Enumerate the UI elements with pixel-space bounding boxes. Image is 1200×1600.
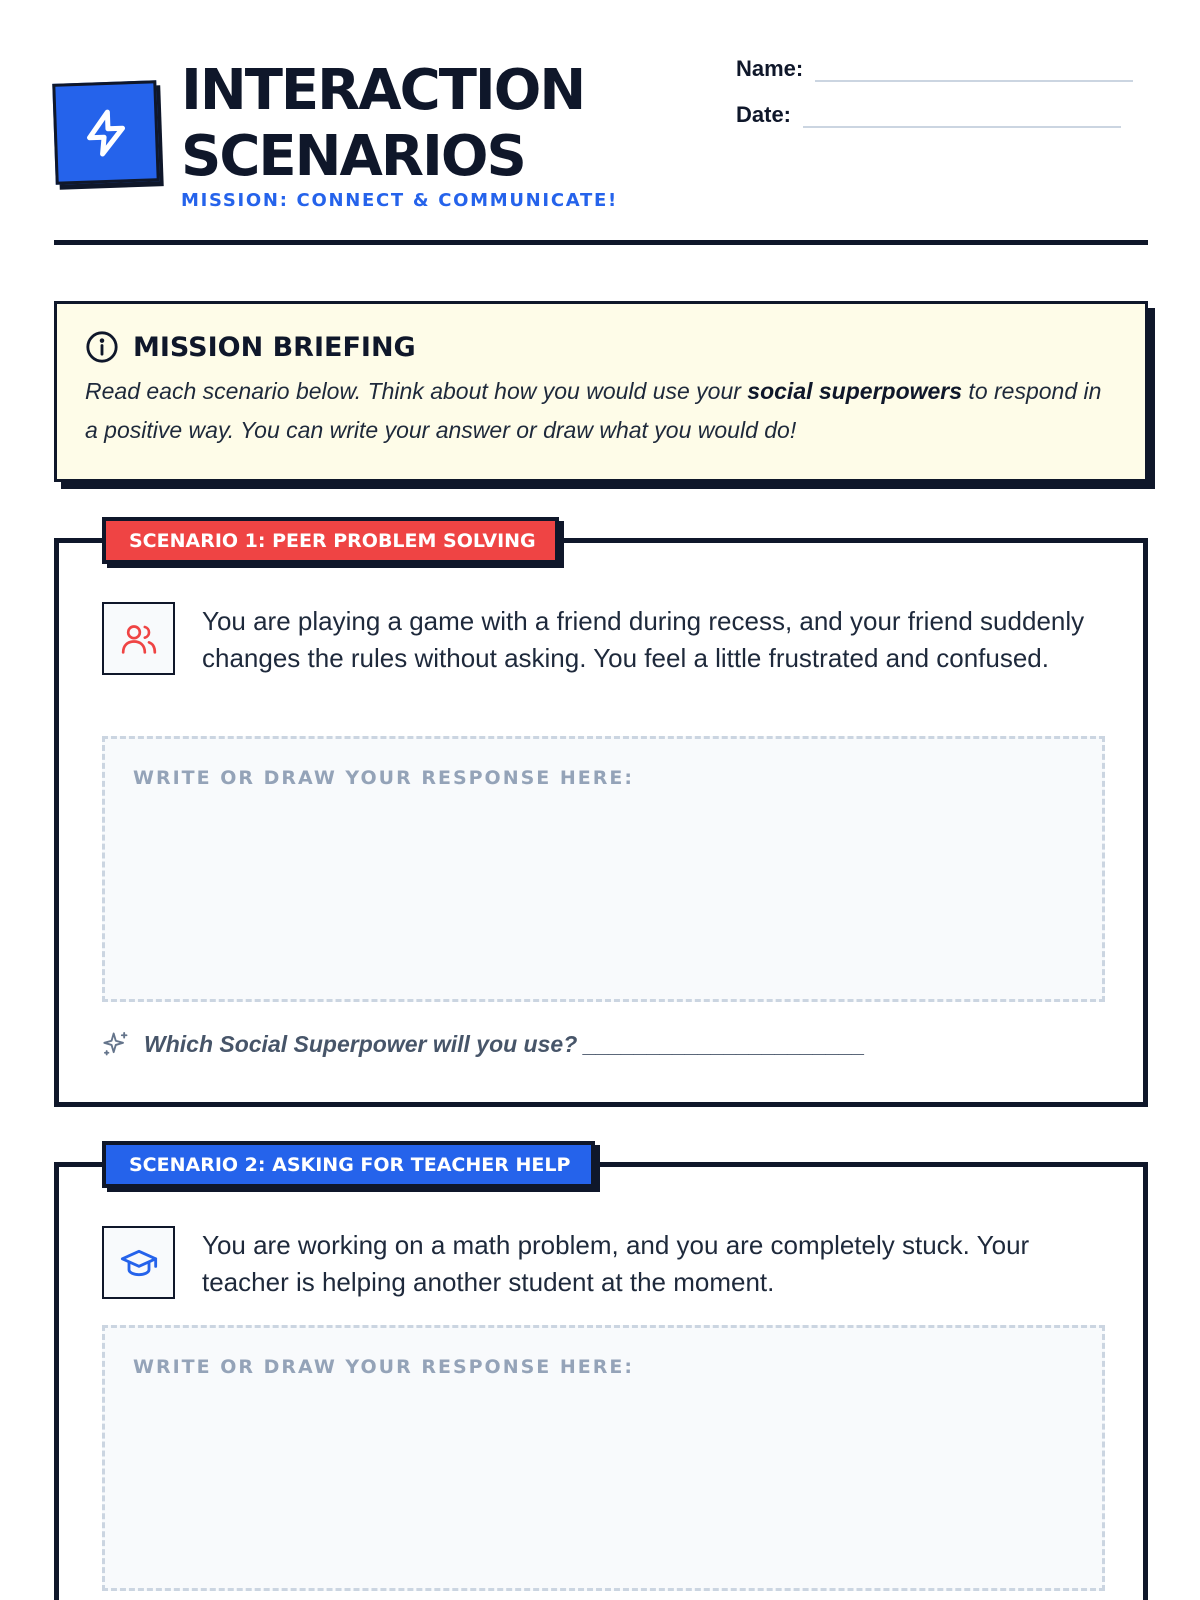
page-title-line-2: SCENARIOS	[181, 124, 525, 189]
briefing-text-end: to respond in a positive way. You can write your answer or draw what you would do!	[85, 378, 1102, 443]
scenario-prompt-1: You are playing a game with a friend during recess, and your friend suddenly changes the rules without asking. You feel a little frustrated and confused.	[202, 606, 1085, 673]
logo	[54, 82, 162, 188]
name-label: Name:	[736, 56, 804, 81]
name-field[interactable]	[736, 56, 1133, 82]
scenario-card-1	[54, 529, 1148, 1107]
scenario-prompt-2: You are working on a math problem, and you are completely stuck. Your teacher is helping another student at the moment.	[202, 1230, 1030, 1297]
response-label-2: WRITE OR DRAW YOUR RESPONSE HERE:	[133, 1356, 634, 1378]
briefing-text	[85, 372, 1117, 450]
graduation-cap-icon	[119, 1243, 159, 1283]
date-label: Date:	[736, 102, 792, 127]
date-input-line[interactable]	[803, 104, 1121, 128]
response-area-2[interactable]	[102, 1325, 1105, 1591]
scenario-tag-2: SCENARIO 2: ASKING FOR TEACHER HELP	[102, 1141, 595, 1188]
briefing-text-start: Read each scenario below. Think about how you would use your	[85, 378, 748, 404]
scenario-icon-box-2	[102, 1226, 175, 1299]
briefing-title: MISSION BRIEFING	[133, 331, 416, 363]
scenario-tag-1: SCENARIO 1: PEER PROBLEM SOLVING	[102, 517, 559, 564]
page-title	[181, 58, 584, 190]
date-field[interactable]	[736, 102, 1121, 128]
scenario-card-2	[54, 1153, 1148, 1600]
mission-briefing	[54, 301, 1148, 482]
superpower-question-text: Which Social Superpower will you use? ______________________	[144, 1030, 866, 1057]
worksheet-header	[54, 52, 1148, 247]
superpower-question	[102, 1030, 865, 1058]
scenario-icon-box-1	[102, 602, 175, 675]
name-input-line[interactable]	[815, 58, 1133, 82]
header-divider	[54, 240, 1148, 245]
users-icon	[119, 619, 159, 659]
response-label-1: WRITE OR DRAW YOUR RESPONSE HERE:	[133, 767, 634, 789]
sparkles-icon	[102, 1030, 130, 1058]
logo-badge	[52, 80, 159, 185]
briefing-text-bold: social superpowers	[747, 378, 963, 404]
response-area-1[interactable]	[102, 736, 1105, 1002]
info-circle-icon	[85, 330, 119, 364]
briefing-header	[85, 330, 1117, 364]
page-subtitle: MISSION: CONNECT & COMMUNICATE!	[181, 190, 618, 211]
lightning-bolt-icon	[80, 107, 132, 159]
page-title-line-1: INTERACTION	[181, 58, 585, 123]
